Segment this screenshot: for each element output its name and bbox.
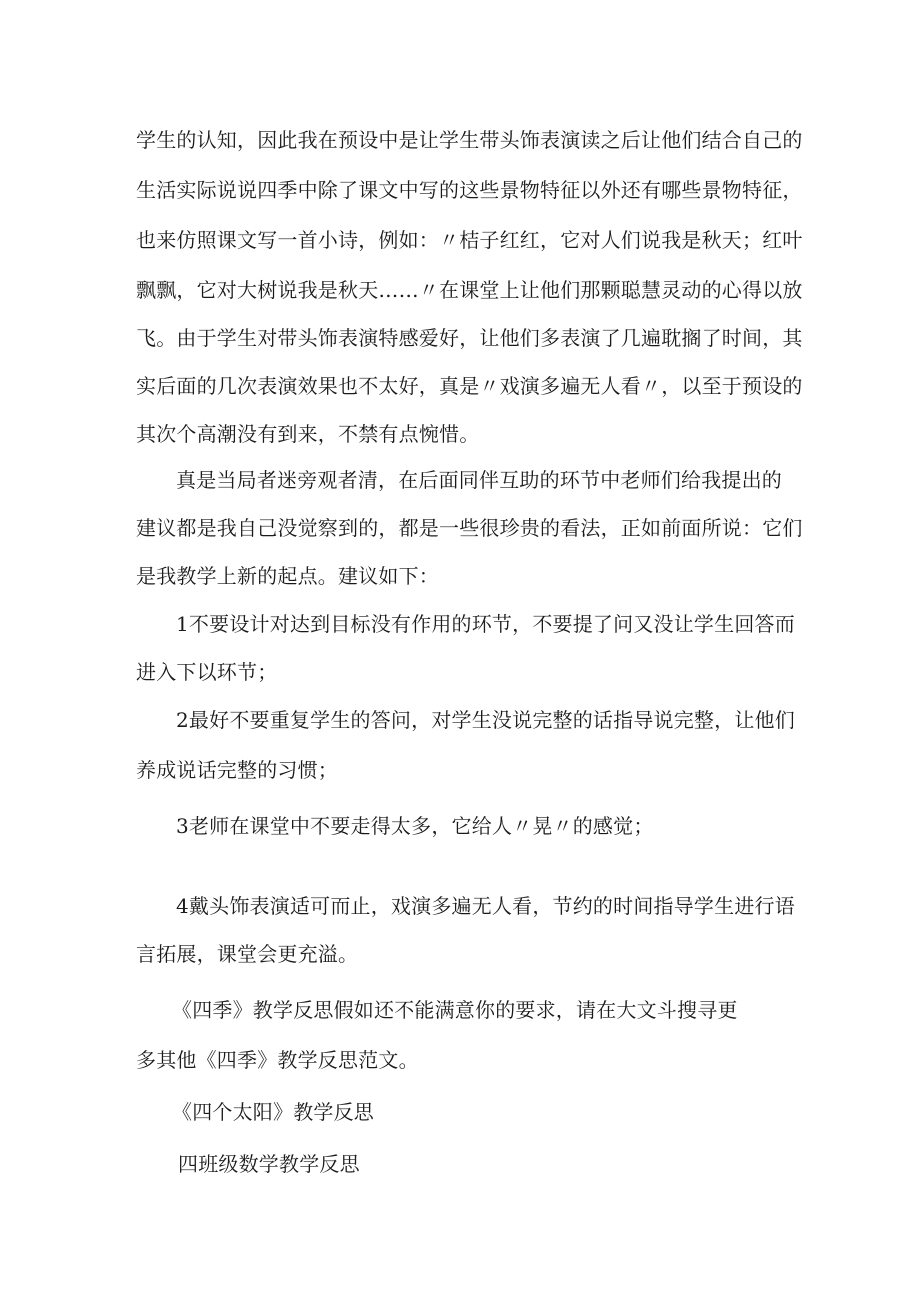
paragraph-line: 飞。由于学生对带头饰表演特感爱好，让他们多表演了几遍耽搁了时间，其 <box>136 326 803 350</box>
paragraph-line: 生活实际说说四季中除了课文中写的这些景物特征以外还有哪些景物特征， <box>136 178 803 202</box>
related-article-title: 《四个太阳》教学反思 <box>172 1100 374 1124</box>
list-item-line: 2最好不要重复学生的答问，对学生没说完整的话指导说完整，让他们 <box>176 708 795 732</box>
list-item-line: 进入下以环节； <box>136 660 278 684</box>
paragraph-line: 《四季》教学反思假如还不能满意你的要求，请在大文斗搜寻更 <box>172 998 738 1022</box>
list-item-line: 言拓展，课堂会更充溢。 <box>136 942 359 966</box>
paragraph-line: 实后面的几次表演效果也不太好，真是〃戏演多遍无人看〃，以至于预设的 <box>136 374 803 398</box>
paragraph-line: 多其他《四季》教学反思范文。 <box>136 1048 419 1072</box>
list-item-line: 4戴头饰表演适可而止，戏演多遍无人看，节约的时间指导学生进行语 <box>176 894 795 918</box>
related-article-title: 四班级数学教学反思 <box>178 1152 360 1176</box>
list-item-line: 养成说话完整的习惯； <box>136 758 338 782</box>
paragraph-line: 飘飘，它对大树说我是秋天……〃在课堂上让他们那颗聪慧灵动的心得以放 <box>136 278 803 302</box>
paragraph-line: 其次个高潮没有到来，不禁有点惋惜。 <box>136 422 480 446</box>
list-item-line: 1不要设计对达到目标没有作用的环节，不要提了问又没让学生回答而 <box>176 612 795 636</box>
paragraph-line: 真是当局者迷旁观者清，在后面同伴互助的环节中老师们给我提出的 <box>176 468 782 492</box>
list-item-line: 3老师在课堂中不要走得太多，它给人〃晃〃的感觉； <box>176 814 654 838</box>
paragraph-line: 学生的认知，因此我在预设中是让学生带头饰表演读之后让他们结合自己的 <box>136 128 803 152</box>
paragraph-line: 是我教学上新的起点。建议如下： <box>136 564 439 588</box>
paragraph-line: 也来仿照课文写一首小诗，例如：〃桔子红红，它对人们说我是秋天；红叶 <box>136 228 803 252</box>
paragraph-line: 建议都是我自己没觉察到的，都是一些很珍贵的看法，正如前面所说：它们 <box>136 516 803 540</box>
